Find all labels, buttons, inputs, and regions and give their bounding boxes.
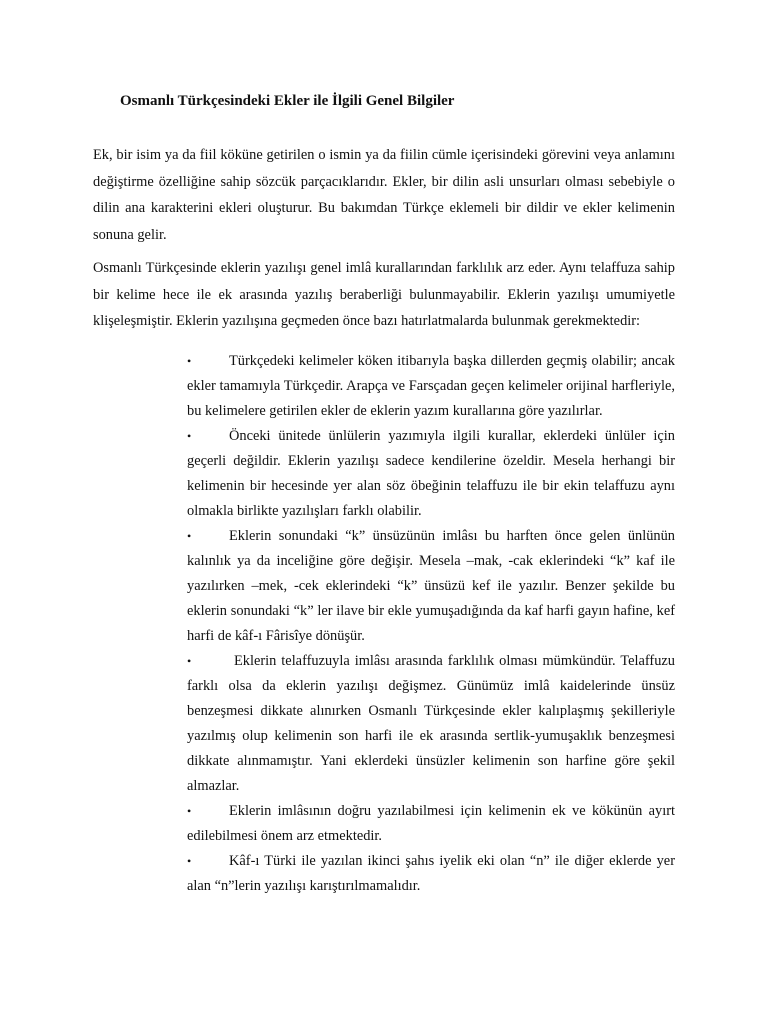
bullet-item-6	[187, 849, 675, 899]
document-title: Osmanlı Türkçesindeki Ekler ile İlgili Genel Bilgiler	[120, 93, 455, 109]
bullet-text: Eklerin sonundaki “k” ünsüzünün imlâsı bu harften önce gelen ünlünün kalınlık ya da inceliğine göre değişir. Mesela –mak, -cak eklerindeki “k” kaf ile yazılırken –mek, -cek eklerindeki “k” ünsüzü kef ile yazılır. Benzer şekilde bu eklerin sonundaki “k” ler ilave bir ekle yumuşadığında da kaf harfi gayın hafine, kef harfi de kâf-ı Fârisîye dönüşür.	[187, 528, 675, 644]
bullet-text: Önceki ünitede ünlülerin yazımıyla ilgili kurallar, eklerdeki ünlüler için geçerli değildir. Eklerin yazılışı sadece kendilerine özeldir. Mesela herhangi bir kelimenin bir hecesinde yer alan söz öbeğinin telaffuzu ile bir ekin telaffuzu aynı olmakla birlikte yazılışları farklı olabilir.	[187, 428, 675, 519]
bullet-item-3	[187, 524, 675, 649]
bullet-item-2	[187, 424, 675, 524]
bullet-icon: •	[187, 429, 192, 443]
bullet-item-5	[187, 799, 675, 849]
bullet-text: Eklerin telaffuzuyla imlâsı arasında farklılık olması mümkündür. Telaffuzu farklı olsa da eklerin yazılışı değişmez. Günümüz imlâ kaidelerinde ünsüz benzeşmesi dikkate alınırken Osmanlı Türkçesinde ekler kalıplaşmış şekilleriyle yazılmış olup kelimenin son harfi ile ek arasında sertlik-yumuşaklık benzeşmesi dikkate alınmamıştır. Yani eklerdeki ünsüzler kelimenin son harfine göre şekil almazlar.	[187, 653, 675, 794]
bullet-text: Kâf-ı Türki ile yazılan ikinci şahıs iyelik eki olan “n” ile diğer eklerde yer alan “n”lerin yazılışı karıştırılmamalıdır.	[187, 853, 675, 894]
bullet-icon: •	[187, 804, 192, 818]
bullet-icon: •	[187, 854, 192, 868]
bullet-text: Türkçedeki kelimeler köken itibarıyla başka dillerden geçmiş olabilir; ancak ekler tamamıyla Türkçedir. Arapça ve Farsçadan geçen kelimeler orijinal harfleriyle, bu kelimelere getirilen ekler de eklerin yazım kurallarına göre yazılırlar.	[187, 353, 675, 419]
paragraph-1: Ek, bir isim ya da fiil kökünе getirilen o ismin ya da fiilin cümle içerisindeki görevini veya anlamını değiştirme özelliğine sahip sözcük parçacıklarıdır. Ekler, bir dilin asli unsurları olması sebebiyle o dilin ana karakterini ekleri oluşturur. Bu bakımdan Türkçe eklemeli bir dildir ve ekler kelimenin sonuna gelir.	[93, 147, 675, 243]
bullet-icon: •	[187, 654, 192, 668]
bullet-text: Eklerin imlâsının doğru yazılabilmesi için kelimenin ek ve kökünün ayırt edilebilmesi önem arz etmektedir.	[187, 803, 675, 844]
bullet-icon: •	[187, 529, 192, 543]
bullet-item-1	[187, 349, 675, 424]
bullet-item-4	[187, 649, 675, 799]
bullet-list	[187, 349, 675, 899]
paragraph-2: Osmanlı Türkçesinde eklerin yazılışı genel imlâ kurallarından farklılık arz eder. Aynı telaffuza sahip bir kelime hece ile ek arasında yazılış beraberliği bulunmayabilir. Eklerin yazılışı umumiyetle klişeleşmiştir. Eklerin yazılışına geçmeden önce bazı hatırlatmalarda bulunmak gerekmektedir:	[93, 260, 675, 330]
bullet-icon: •	[187, 354, 192, 368]
